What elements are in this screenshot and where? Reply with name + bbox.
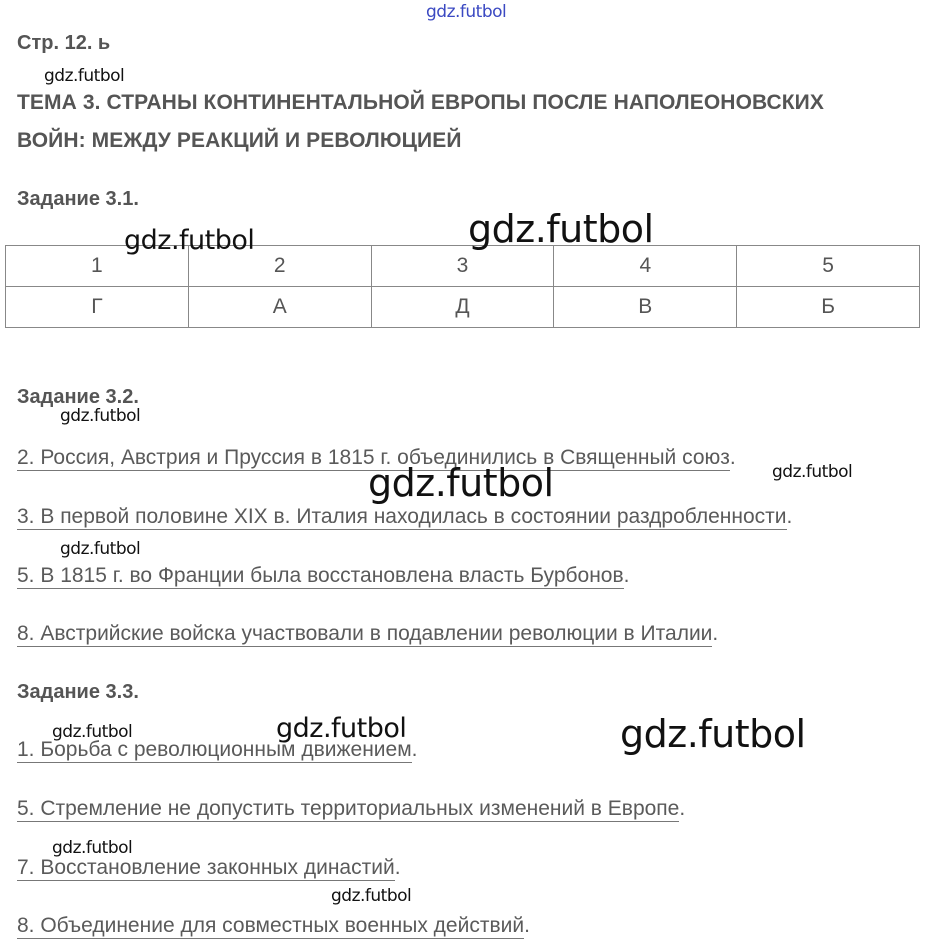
answer-text: 8. Австрийские войска участвовали в подавлении революции в Италии xyxy=(17,622,713,645)
list-item: 5. Стремление не допустить территориальных изменений в Европе. xyxy=(17,797,686,820)
topic-title-line-1: ТЕМА 3. СТРАНЫ КОНТИНЕНТАЛЬНОЙ ЕВРОПЫ ПОСЛЕ НАПОЛЕОНОВСКИХ xyxy=(17,91,824,114)
watermark: gdz.futbol xyxy=(44,66,125,86)
answer-text: 5. В 1815 г. во Франции была восстановлена власть Бурбонов xyxy=(17,564,624,587)
watermark: gdz.futbol xyxy=(468,207,654,251)
table-row-letters xyxy=(6,287,920,328)
watermark: gdz.futbol xyxy=(331,886,412,906)
answer-text: 7. Восстановление законных династий xyxy=(17,856,395,879)
table-cell: 3 xyxy=(371,246,554,287)
list-item: 1. Борьба с революционным движением. xyxy=(17,738,418,761)
table-cell: 4 xyxy=(554,246,737,287)
task-3-2-heading: Задание 3.2. xyxy=(17,386,139,408)
topic-title-line-2: ВОЙН: МЕЖДУ РЕАКЦИЙ И РЕВОЛЮЦИЕЙ xyxy=(17,129,462,152)
watermark: gdz.futbol xyxy=(124,225,255,256)
answer-text: 1. Борьба с революционным движением xyxy=(17,738,412,761)
answer-text: 8. Объединение для совместных военных действий xyxy=(17,914,525,937)
list-item: 5. В 1815 г. во Франции была восстановлена власть Бурбонов. xyxy=(17,564,630,587)
page-reference: Стр. 12. ь xyxy=(17,32,111,54)
watermark: gdz.futbol xyxy=(368,461,554,505)
watermark-top: gdz.futbol xyxy=(426,2,507,22)
list-item: 7. Восстановление законных династий. xyxy=(17,856,401,879)
answer-text: 3. В первой половине XIX в. Италия находилась в состоянии раздробленности xyxy=(17,505,787,528)
watermark: gdz.futbol xyxy=(52,722,133,742)
watermark: gdz.futbol xyxy=(620,712,806,756)
task-3-3-heading: Задание 3.3. xyxy=(17,681,139,703)
table-cell: А xyxy=(188,287,371,328)
task-3-1-table xyxy=(5,245,920,328)
table-cell: Г xyxy=(6,287,189,328)
table-cell: 2 xyxy=(188,246,371,287)
list-item: 8. Австрийские войска участвовали в подавлении революции в Италии. xyxy=(17,622,719,645)
watermark: gdz.futbol xyxy=(60,406,141,426)
table-cell: Д xyxy=(371,287,554,328)
table-cell: 5 xyxy=(737,246,920,287)
watermark: gdz.futbol xyxy=(772,462,853,482)
watermark: gdz.futbol xyxy=(60,539,141,559)
answer-text: 5. Стремление не допустить территориальных изменений в Европе xyxy=(17,797,680,820)
watermark: gdz.futbol xyxy=(52,838,133,858)
list-item: 3. В первой половине XIX в. Италия находилась в состоянии раздробленности. xyxy=(17,505,793,528)
table-cell: Б xyxy=(737,287,920,328)
watermark: gdz.futbol xyxy=(276,713,407,744)
answer-text: 2. Россия, Австрия и Пруссия в 1815 г. объединились в Священный союз xyxy=(17,446,730,469)
table-cell: 1 xyxy=(6,246,189,287)
list-item: 2. Россия, Австрия и Пруссия в 1815 г. объединились в Священный союз. xyxy=(17,446,736,469)
list-item: 8. Объединение для совместных военных действий. xyxy=(17,914,530,937)
task-3-1-heading: Задание 3.1. xyxy=(17,188,139,210)
table-cell: В xyxy=(554,287,737,328)
